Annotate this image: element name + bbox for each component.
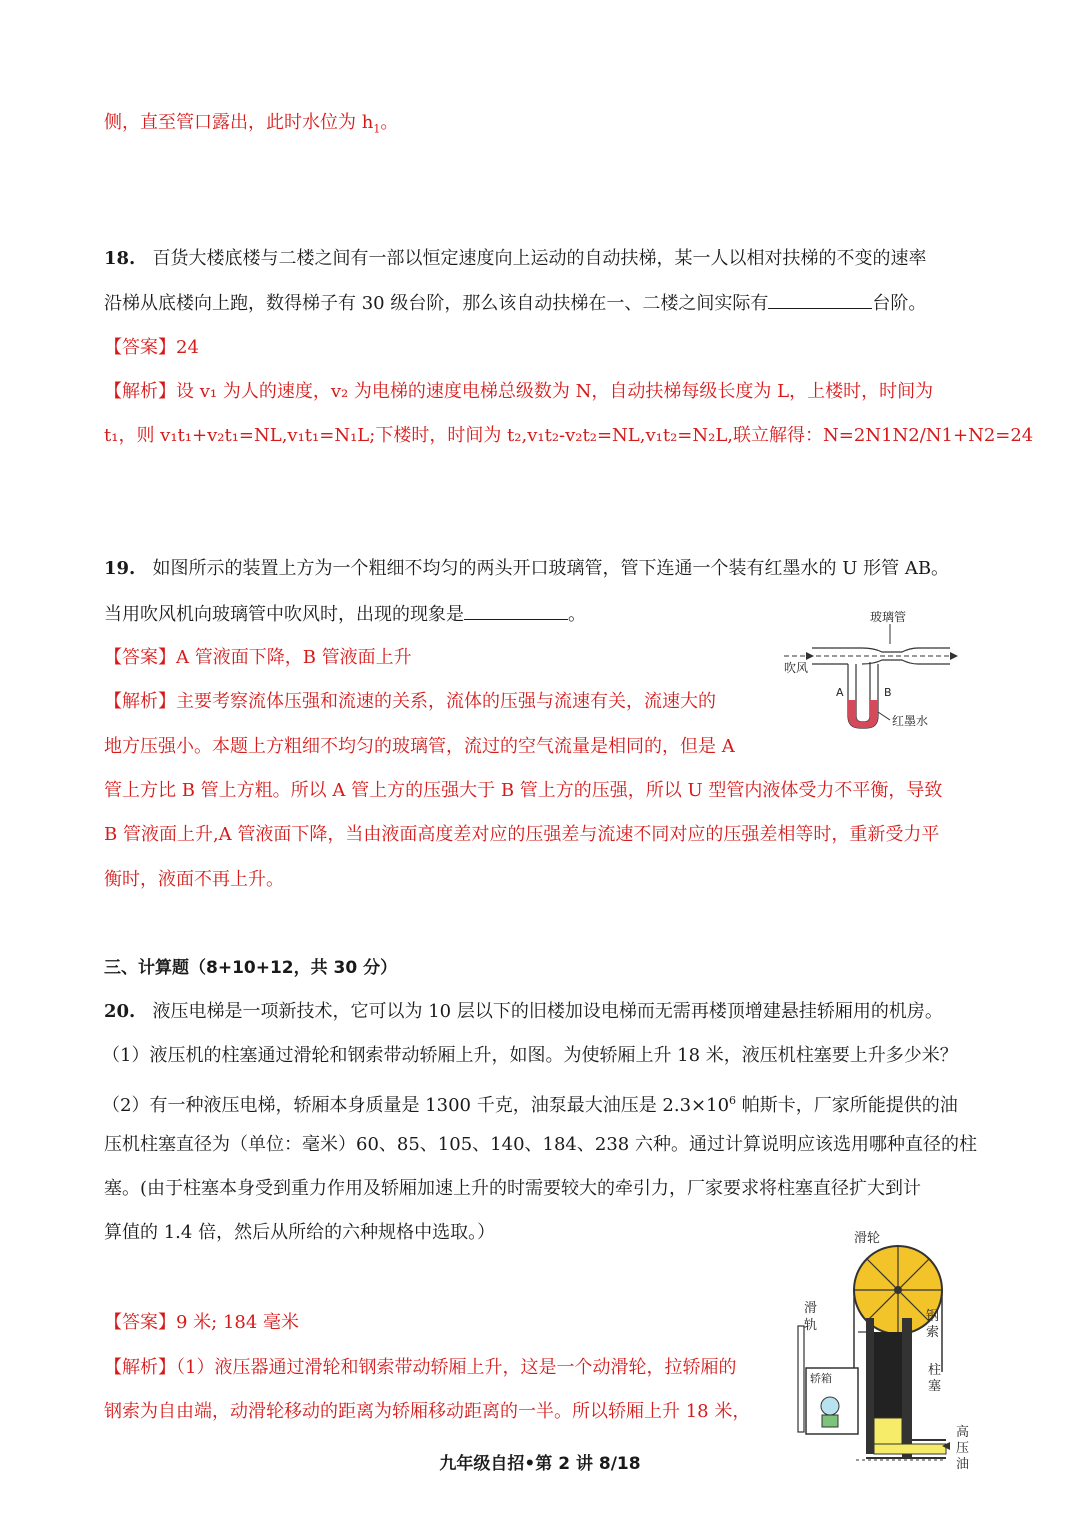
q19-answer-blank bbox=[464, 601, 568, 620]
u-tube-diagram bbox=[778, 604, 978, 736]
q20-analysis-1: 【解析】（1）液压器通过滑轮和钢索带动轿厢上升，这是一个动滑轮，拉轿厢的 bbox=[104, 1357, 737, 1378]
inlet-arrow-icon bbox=[806, 652, 814, 660]
q20-line-3: （2）有一种液压电梯，轿厢本身质量是 1300 千克，油泵最大油压是 $2.3\times 10^6$ 帕斯卡，厂家所能提供的油 bbox=[102, 1094, 958, 1116]
oil-label-3: 油 bbox=[956, 1457, 970, 1472]
glass-tube-label: 玻璃管 bbox=[870, 610, 907, 624]
q20-line-1: 20. 液压电梯是一项新技术，它可以为 10 层以下的旧楼加设电梯而无需再楼顶增建悬挂轿厢用的机房。 bbox=[104, 1001, 943, 1022]
plunger-label-2: 塞 bbox=[928, 1379, 942, 1394]
cab-label: 轿箱 bbox=[810, 1372, 832, 1385]
oil-label-1: 高 bbox=[956, 1425, 970, 1440]
q19-analysis-3: 管上方比 B 管上方粗。所以 A 管上方的压强大于 B 管上方的压强，所以 U 型管内液体受力不平衡，导致 bbox=[104, 780, 943, 801]
red-ink-liquid bbox=[848, 700, 878, 728]
continuation-line: 侧，直至管口露出，此时水位为 $h_1$。 bbox=[104, 112, 399, 136]
q20-line-2: （1）液压机的柱塞通过滑轮和钢索带动轿厢上升，如图。为使轿厢上升 18 米，液压机柱塞要上升多少米？ bbox=[102, 1045, 958, 1066]
q20-line-5: 塞。(由于柱塞本身受到重力作用及轿厢加速上升的时需要较大的牵引力，厂家要求将柱塞直径扩大到计 bbox=[104, 1178, 922, 1199]
rail-label-1: 滑 bbox=[804, 1301, 818, 1316]
q19-line-2: 当用吹风机向玻璃管中吹风时，出现的现象是 。 bbox=[104, 601, 586, 628]
plunger-label-1: 柱 bbox=[928, 1363, 942, 1378]
q19-answer: 【答案】A 管液面下降，B 管液面上升 bbox=[104, 647, 412, 668]
tube-a-label: A bbox=[836, 686, 844, 699]
q19-number: 19. bbox=[104, 558, 136, 579]
flow-arrow-icon bbox=[950, 652, 958, 660]
q19-line-1: 19. 如图所示的装置上方为一个粗细不均匀的两头开口玻璃管，管下连通一个装有红墨水的 U 形管 AB。 bbox=[104, 558, 950, 579]
red-ink-label: 红墨水 bbox=[892, 714, 929, 728]
pulley-label: 滑轮 bbox=[854, 1231, 881, 1246]
q18-answer: 【答案】24 bbox=[104, 337, 199, 358]
rail-label-2: 轨 bbox=[804, 1318, 818, 1333]
q18-line-2: 沿梯从底楼向上跑，数得梯子有 30 级台阶，那么该自动扶梯在一、二楼之间实际有 台阶。 bbox=[104, 290, 926, 317]
tube-b-label: B bbox=[884, 686, 892, 699]
q20-line-6: 算值的 1.4 倍，然后从所给的六种规格中选取。） bbox=[104, 1222, 496, 1243]
hydraulic-elevator-diagram bbox=[786, 1222, 986, 1482]
section-title: 三、计算题（8+10+12，共 30 分） bbox=[104, 958, 398, 978]
q19-analysis-5: 衡时，液面不再上升。 bbox=[104, 869, 284, 890]
q20-number: 20. bbox=[104, 1001, 136, 1022]
q19-analysis-4: B 管液面上升,A 管液面下降，当由液面高度差对应的压强差与流速不同对应的压强差相等时，重新受力平 bbox=[104, 824, 940, 845]
q18-number: 18. bbox=[104, 248, 136, 269]
q18-line-1: 18. 百货大楼底楼与二楼之间有一部以恒定速度向上运动的自动扶梯，某一人以相对扶梯的不变的速率 bbox=[104, 248, 927, 269]
q18-analysis-1: 【解析】设 v₁ 为人的速度，v₂ 为电梯的速度电梯总级数为 N，自动扶梯每级长度为 L，上楼时，时间为 bbox=[104, 381, 934, 402]
blow-label: 吹风 bbox=[784, 661, 809, 675]
q19-analysis-2: 地方压强小。本题上方粗细不均匀的玻璃管，流过的空气流量是相同的，但是 A bbox=[104, 736, 735, 757]
cable-label-1: 钢 bbox=[926, 1309, 940, 1324]
q18-analysis-2: t₁，则 v₁t₁+v₂t₁=NL,v₁t₁=N₁L;下楼时，时间为 t₂,v₁t₂-v₂t₂=NL,v₁t₂=N₂L,联立解得：N=2N1N2/N1+N2=24 bbox=[104, 425, 1034, 446]
q19-analysis-1: 【解析】主要考察流体压强和流速的关系，流体的压强与流速有关，流速大的 bbox=[104, 691, 716, 712]
q20-answer: 【答案】9 米; 184 毫米 bbox=[104, 1312, 300, 1333]
page-footer: 九年级自招•第 2 讲 8/18 bbox=[439, 1454, 641, 1474]
q20-line-4: 压机柱塞直径为（单位：毫米）60、85、105、140、184、238 六种。通过计算说明应该选用哪种直径的柱 bbox=[104, 1134, 977, 1155]
cable-label-2: 索 bbox=[926, 1325, 940, 1340]
person-icon bbox=[821, 1397, 839, 1415]
q20-analysis-2: 钢索为自由端，动滑轮移动的距离为轿厢移动距离的一半。所以轿厢上升 18 米， bbox=[104, 1401, 751, 1422]
plunger bbox=[874, 1332, 902, 1418]
q18-answer-blank bbox=[768, 290, 872, 309]
oil-label-2: 压 bbox=[956, 1441, 970, 1456]
